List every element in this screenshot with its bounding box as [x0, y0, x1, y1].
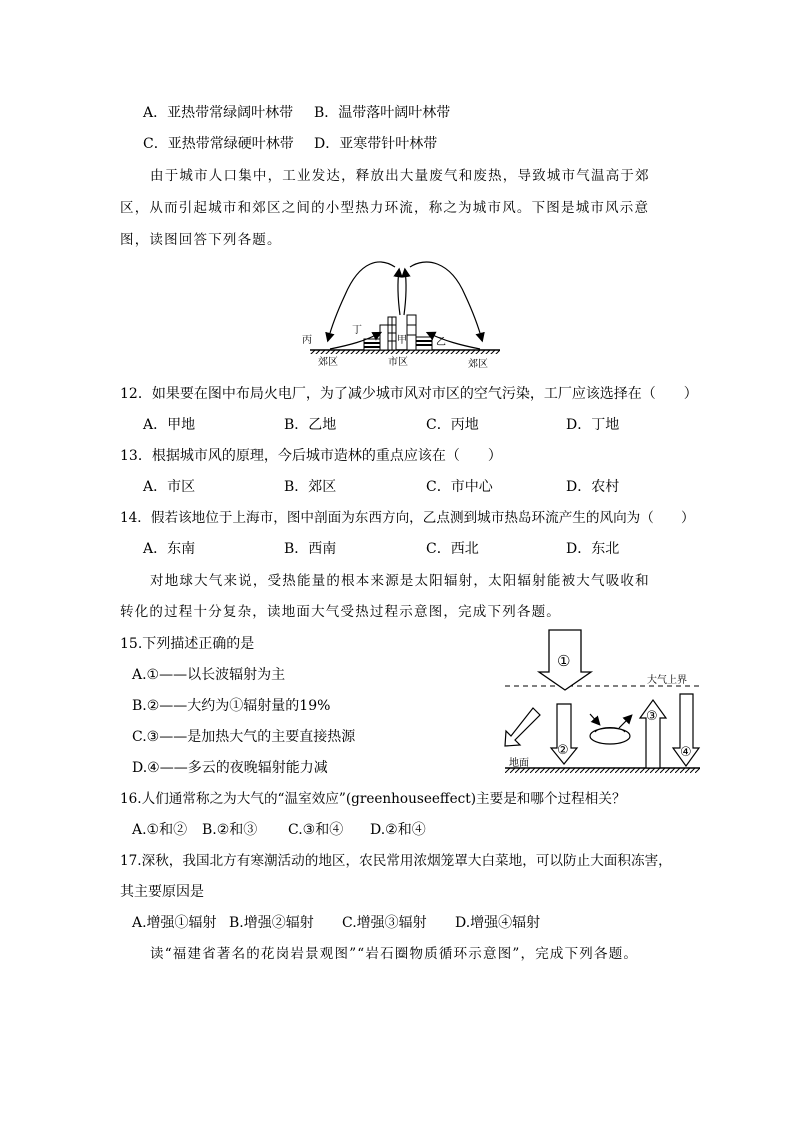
- q14-option-a: A．东南: [143, 541, 196, 557]
- label-n1: ①: [557, 652, 571, 670]
- intro-city-wind-line-2: 区，从而引起城市和郊区之间的小型热力环流，称之为城市风。下图是城市风示意: [120, 200, 650, 216]
- label-city: 市区: [388, 357, 408, 368]
- label-suburb-right: 郊区: [468, 359, 488, 370]
- q17-option-a: A.增强①辐射: [132, 915, 217, 931]
- label-n3: ③: [646, 709, 658, 724]
- intro-atmosphere-line-1: 对地球大气来说，受热能量的根本来源是太阳辐射，太阳辐射能被大气吸收和: [150, 573, 650, 589]
- label-atmosphere-top: 大气上界: [647, 675, 687, 686]
- q17-stem-line-2: 其主要原因是: [120, 884, 204, 900]
- q14-stem: 14．假若该地位于上海市，图中剖面为东西方向，乙点测到城市热岛环流产生的风向为（ ）: [120, 510, 695, 526]
- intro-fujian-line-1: 读“福建省著名的花岗岩景观图”“岩石圈物质循环示意图”，完成下列各题。: [150, 946, 639, 962]
- label-jia: 甲: [397, 335, 407, 346]
- q11-option-d: D．亚寒带针叶林带: [314, 136, 438, 152]
- q15-option-c: C.③——是加热大气的主要直接热源: [132, 729, 356, 745]
- q11-option-b: B．温带落叶阔叶林带: [314, 105, 451, 121]
- q16-option-c: C.③和④: [288, 822, 344, 838]
- q15-stem: 15.下列描述正确的是: [120, 636, 255, 652]
- q17-option-b: B.增强②辐射: [229, 915, 314, 931]
- q12-option-d: D．丁地: [566, 417, 620, 433]
- q13-option-a: A．市区: [143, 479, 196, 495]
- q11-option-a: A．亚热带常绿阔叶林带: [143, 105, 294, 121]
- q12-option-b: B．乙地: [284, 417, 337, 433]
- label-yi: 乙: [436, 337, 446, 348]
- q12-option-a: A．甲地: [143, 417, 196, 433]
- q13-option-c: C．市中心: [426, 479, 493, 495]
- q14-option-d: D．东北: [566, 541, 620, 557]
- q11-option-c: C．亚热带常绿硬叶林带: [143, 136, 294, 152]
- label-suburb-left: 郊区: [318, 357, 338, 368]
- q12-option-c: C．丙地: [426, 417, 479, 433]
- label-n2: ②: [557, 743, 569, 758]
- q15-option-b: B.②——大约为①辐射量的19%: [132, 698, 331, 714]
- q14-option-c: C．西北: [426, 541, 479, 557]
- label-bing: 丙: [302, 335, 312, 346]
- label-ground: 地面: [509, 758, 529, 769]
- q14-option-b: B．西南: [284, 541, 337, 557]
- q16-option-a: A.①和②: [132, 822, 188, 838]
- q12-stem: 12．如果要在图中布局火电厂，为了减少城市风对市区的空气污染，工厂应该选择在（ ）: [120, 386, 698, 402]
- q17-option-d: D.增强④辐射: [455, 915, 541, 931]
- q15-option-d: D.④——多云的夜晚辐射能力减: [132, 760, 328, 776]
- q17-option-c: C.增强③辐射: [342, 915, 427, 931]
- q13-option-b: B．郊区: [284, 479, 337, 495]
- q15-option-a: A.①——以长波辐射为主: [132, 667, 286, 683]
- city-wind-diagram: [300, 255, 510, 375]
- label-ding: 丁: [352, 325, 362, 336]
- q16-option-b: B.②和③: [202, 822, 258, 838]
- atmosphere-heating-diagram: [495, 628, 705, 778]
- q16-option-d: D.②和④: [370, 822, 426, 838]
- label-n4: ④: [680, 745, 692, 760]
- q17-stem-line-1: 17.深秋，我国北方有寒潮活动的地区，农民常用浓烟笼罩大白菜地，可以防止大面积冻害，: [120, 853, 672, 869]
- q13-stem: 13．根据城市风的原理，今后城市造林的重点应该在（ ）: [120, 448, 502, 464]
- q16-stem: 16.人们通常称之为大气的“温室效应”(greenhouseeffect)主要是和哪个过程相关？: [120, 791, 626, 807]
- q13-option-d: D．农村: [566, 479, 620, 495]
- intro-city-wind-line-1: 由于城市人口集中，工业发达，释放出大量废气和废热，导致城市气温高于郊: [150, 168, 650, 184]
- intro-city-wind-line-3: 图，读图回答下列各题。: [120, 232, 282, 248]
- intro-atmosphere-line-2: 转化的过程十分复杂，读地面大气受热过程示意图，完成下列各题。: [120, 604, 561, 620]
